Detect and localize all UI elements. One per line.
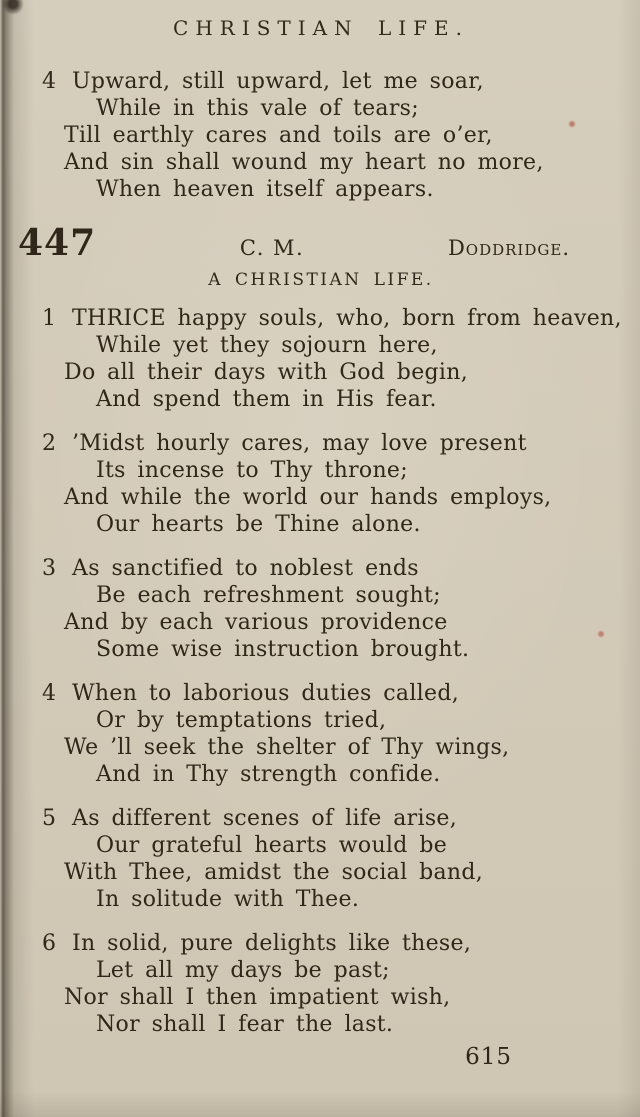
- verse-line-text: As different scenes of life arise,: [72, 806, 458, 831]
- verse-line: We ’ll seek the shelter of Thy wings,: [64, 735, 510, 760]
- verse-line: And in Thy strength confide.: [96, 762, 441, 787]
- verse-number: 1: [42, 306, 57, 331]
- hymn-verses: [42, 305, 622, 1038]
- verse-line: [42, 680, 600, 707]
- verse-line: [42, 305, 622, 332]
- hymn-meter: C. M.: [239, 236, 305, 260]
- verse-line: Do all their days with God begin,: [64, 360, 468, 385]
- verse-line-text: In solid, pure delights like these,: [72, 931, 472, 956]
- verse-number: 4: [42, 69, 57, 94]
- hymn-heading: [18, 222, 600, 264]
- verse-number: 6: [42, 931, 57, 956]
- previous-hymn-verse: [42, 68, 600, 203]
- verse-line: [42, 555, 600, 582]
- verse-4: [42, 680, 600, 788]
- verse-line: Our grateful hearts would be: [96, 833, 448, 858]
- verse-line: Nor shall I fear the last.: [96, 1012, 394, 1037]
- verse-line: [42, 430, 600, 457]
- verse-line: And while the world our hands employs,: [64, 485, 552, 510]
- verse-6: [42, 930, 600, 1038]
- verse-line: While yet they sojourn here,: [96, 333, 438, 358]
- verse-line: [42, 930, 600, 957]
- verse-line: [42, 68, 600, 95]
- verse-line: And by each various providence: [64, 610, 448, 635]
- running-head: CHRISTIAN LIFE.: [173, 16, 469, 40]
- verse-2: [42, 430, 600, 538]
- verse-number: 2: [42, 431, 57, 456]
- verse-number: 4: [42, 681, 57, 706]
- verse-line: Nor shall I then impatient wish,: [64, 985, 451, 1010]
- verse-1: [42, 305, 622, 413]
- verse-line: [42, 805, 600, 832]
- verse-line: And spend them in His fear.: [96, 387, 437, 412]
- verse-line: When heaven itself appears.: [96, 177, 434, 202]
- verse-line: In solitude with Thee.: [96, 887, 360, 912]
- verse-line-text: THRICE happy souls, who, born from heaven,: [72, 306, 622, 331]
- hymn-author: Doddridge.: [447, 236, 570, 260]
- verse-line: And sin shall wound my heart no more,: [64, 150, 544, 175]
- page-number: 615: [465, 1044, 512, 1070]
- verse-line: Till earthly cares and toils are o’er,: [64, 123, 493, 148]
- verse-line-text: ’Midst hourly cares, may love present: [72, 431, 527, 456]
- verse-line: Its incense to Thy throne;: [96, 458, 408, 483]
- verse-line: Our hearts be Thine alone.: [96, 512, 421, 537]
- verse-5: [42, 805, 600, 913]
- verse-line: Let all my days be past;: [96, 958, 390, 983]
- verse-line-text: As sanctified to noblest ends: [72, 556, 419, 581]
- verse-line-text: When to laborious duties called,: [72, 681, 460, 706]
- verse-line: While in this vale of tears;: [96, 96, 419, 121]
- verse-line: Or by temptations tried,: [96, 708, 387, 733]
- hymn-number: 447: [18, 222, 97, 264]
- verse-line: Be each refreshment sought;: [96, 583, 441, 608]
- verse-number: 5: [42, 806, 57, 831]
- verse-3: [42, 555, 600, 663]
- verse-line: With Thee, amidst the social band,: [64, 860, 484, 885]
- verse-line-text: Upward, still upward, let me soar,: [72, 69, 484, 94]
- verse-number: 3: [42, 556, 57, 581]
- hymn-title: A CHRISTIAN LIFE.: [208, 270, 434, 290]
- verse-line: Some wise instruction brought.: [96, 637, 470, 662]
